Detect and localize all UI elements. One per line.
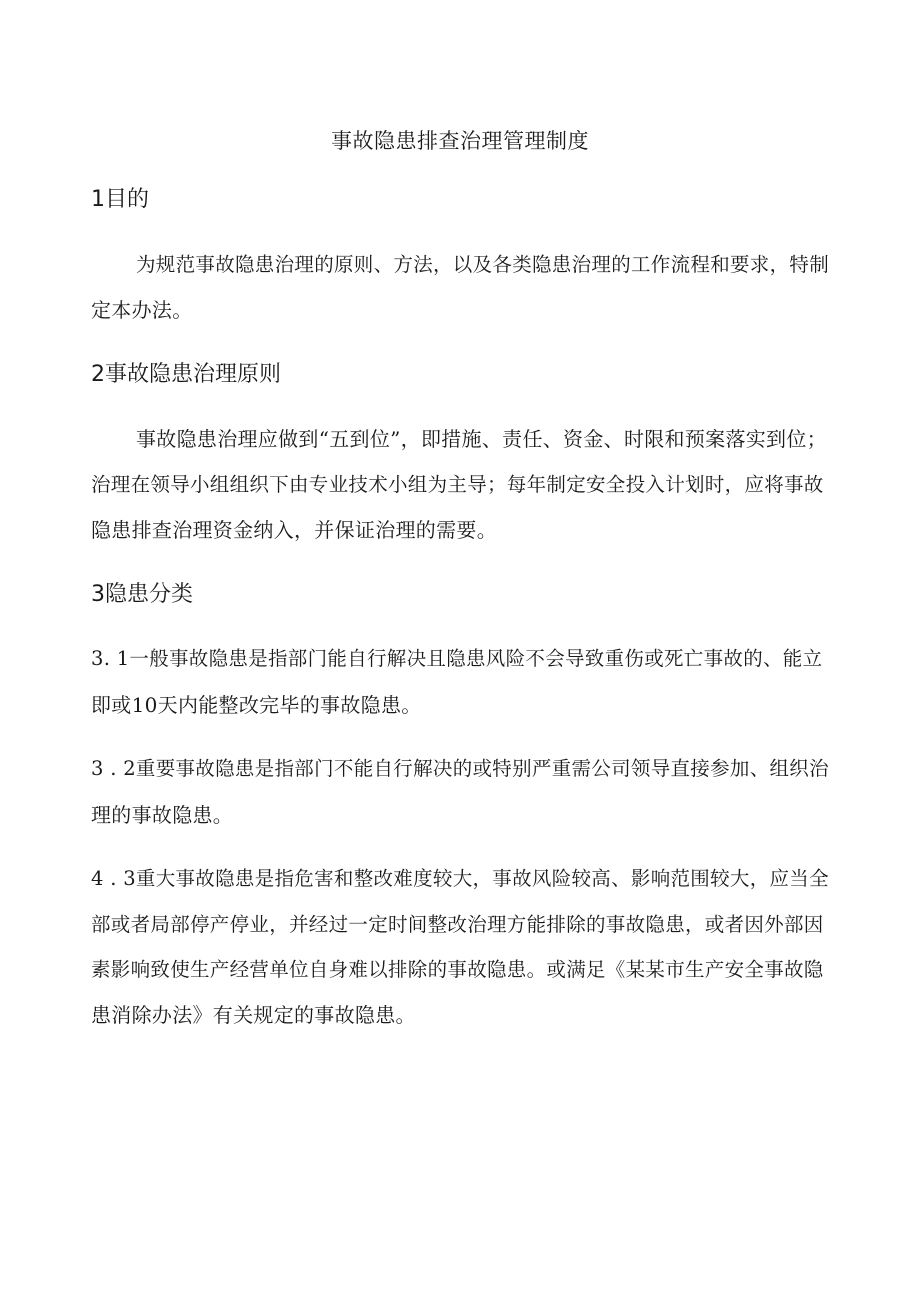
section-heading-principles: 2事故隐患治理原则	[91, 362, 281, 387]
section-heading-classification: 3隐患分类	[91, 582, 193, 607]
section-heading-purpose: 1目的	[91, 187, 149, 212]
paragraph-line: 定本办法。	[91, 298, 193, 322]
classification-item-line: 3 . 2重要事故隐患是指部门不能自行解决的或特别严重需公司领导直接参加、组织治	[91, 757, 829, 780]
classification-item-line: 理的事故隐患。	[91, 803, 234, 827]
paragraph-line: 隐患排查治理资金纳入，并保证治理的需要。	[91, 518, 497, 542]
paragraph-line: 为规范事故隐患治理的原则、方法，以及各类隐患治理的工作流程和要求，特制	[136, 253, 830, 276]
document-title: 事故隐患排查治理管理制度	[331, 129, 589, 153]
classification-item-line: 素影响致使生产经营单位自身难以排除的事故隐患。或满足《某某市生产安全事故隐	[91, 958, 824, 981]
classification-item-line: 3. 1一般事故隐患是指部门能自行解决且隐患风险不会导致重伤或死亡事故的、能立	[91, 647, 823, 670]
classification-item-line: 部或者局部停产停业，并经过一定时间整改治理方能排除的事故隐患，或者因外部因	[91, 913, 824, 936]
paragraph-line: 治理在领导小组组织下由专业技术小组为主导；每年制定安全投入计划时，应将事故	[91, 473, 824, 496]
classification-item-line: 患消除办法》有关规定的事故隐患。	[91, 1003, 416, 1027]
classification-item-line: 即或10天内能整改完毕的事故隐患。	[91, 693, 422, 717]
classification-item-line: 4 . 3重大事故隐患是指危害和整改难度较大，事故风险较高、影响范围较大，应当全	[91, 867, 829, 890]
paragraph-line: 事故隐患治理应做到“五到位”，即措施、责任、资金、时限和预案落实到位；	[136, 427, 827, 451]
